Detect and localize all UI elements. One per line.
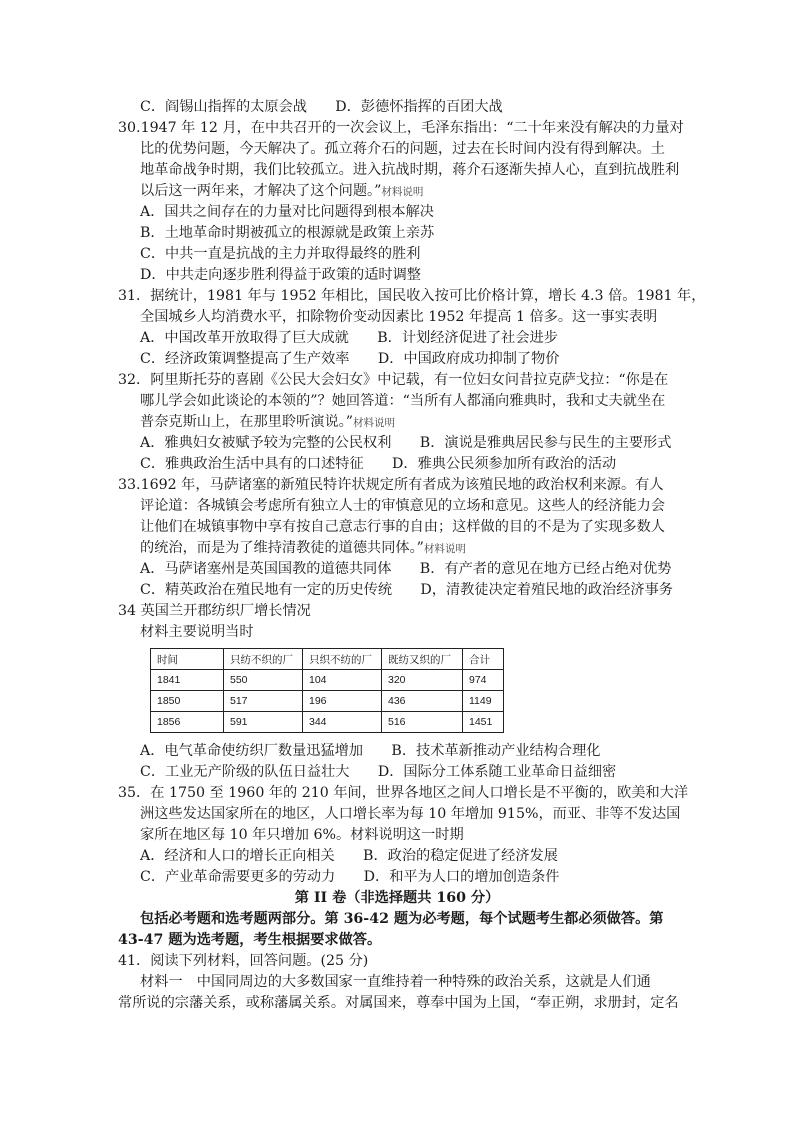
- table-cell: 196: [303, 691, 382, 712]
- q32-stem: 哪儿学会如此谈论的本领的”？她回答道：“当所有人都涌向雅典时，我和丈夫就坐在: [140, 393, 666, 409]
- table-row: [151, 712, 504, 733]
- q32-stem: 普奈克斯山上，在那里聆听演说。”材料说明: [140, 414, 395, 430]
- q35-stem: 洲这些发达国家所在的地区，人口增长率为每 10 年增加 915%，而亚、非等不发达国: [140, 806, 681, 822]
- table-cell: 516: [382, 712, 463, 733]
- q31-stem: 全国城乡人均消费水平，扣除物价变动因素比 1952 年提高 1 倍多。这一事实表明: [140, 309, 658, 325]
- table-cell: 517: [224, 691, 303, 712]
- table-cell: 1451: [463, 712, 504, 733]
- q30-stem: 比的优势问题，今天解决了。孤立蒋介石的问题，过去在长时间内没有得到解决。土: [140, 141, 665, 157]
- q30-stem: 以后这一两年来，才解决了这个问题。”材料说明: [140, 183, 424, 199]
- table-cell: 1856: [151, 712, 224, 733]
- q34-options-cd: C．工业无产阶级的队伍日益壮大 D．国际分工体系随工业革命日益细密: [140, 764, 617, 780]
- q33-note: 材料说明: [423, 543, 466, 555]
- table-header-row: [151, 649, 504, 670]
- q35-stem: 家所在地区每 10 年只增加 6%。材料说明这一时期: [140, 827, 464, 843]
- q30-option-d: D．中共走向逐步胜利得益于政策的适时调整: [140, 267, 421, 283]
- q31-options-ab: A．中国改革开放取得了巨大成就 B．计划经济促进了社会进步: [140, 330, 558, 346]
- q33-stem: 的统治，而是为了维持清教徒的道德共同体。”材料说明: [140, 540, 466, 556]
- table-header: 合计: [463, 649, 504, 670]
- q33-options-cd: C．精英政治在殖民地有一定的历史传统 D，清教徒决定着殖民地的政治经济事务: [140, 582, 673, 598]
- q34-stem: 34 英国兰开郡纺织厂增长情况: [118, 603, 311, 619]
- q35-options-ab: A．经济和人口的增长正向相关 B．政治的稳定促进了经济发展: [140, 848, 558, 864]
- q33-stem: 33.1692 年，马萨诸塞的新殖民特许状规定所有者成为该殖民地的政治权利来源。有人: [118, 477, 664, 493]
- q31-stem: 31．据统计，1981 年与 1952 年相比，国民收入按可比价格计算，增长 4.3 倍。1981 年，: [118, 288, 706, 304]
- table-header: 只纺不织的厂: [224, 649, 303, 670]
- table-cell: 344: [303, 712, 382, 733]
- table-header: 既纺又织的厂: [382, 649, 463, 670]
- q33-options-ab: A．马萨诸塞州是英国国教的道德共同体 B．有产者的意见在地方已经占绝对优势: [140, 561, 672, 577]
- table-row: [151, 670, 504, 691]
- q33-stem: 评论道：各城镇会考虑所有独立人士的审慎意见的立场和意见。这些人的经济能力会: [140, 498, 665, 514]
- q30-stem: 地革命战争时期，我们比较孤立。进入抗战时期，蒋介石逐渐失掉人心，直到抗战胜利: [140, 162, 680, 178]
- table-cell: 591: [224, 712, 303, 733]
- table-header: 只织不纺的厂: [303, 649, 382, 670]
- table-cell: 104: [303, 670, 382, 691]
- section-title: 第 II 卷（非选择题共 160 分）: [294, 890, 500, 906]
- q32-note: 材料说明: [352, 417, 395, 429]
- q41-material: 常所说的宗藩关系，或称藩属关系。对属国来，尊奉中国为上国，“奉正朔，求册封，定名: [118, 995, 679, 1011]
- table-cell: 1841: [151, 670, 224, 691]
- q30-stem: 30.1947 年 12 月，在中共召开的一次会议上，毛泽东指出：“二十年来没有解决的力量对: [118, 120, 684, 136]
- q41-stem: 41．阅读下列材料，回答问题。(25 分): [118, 953, 369, 969]
- q30-option-b: B．土地革命时期被孤立的根源就是政策上亲苏: [140, 225, 435, 241]
- q30-note: 材料说明: [381, 186, 424, 198]
- table-cell: 320: [382, 670, 463, 691]
- lancashire-mills-table: [150, 648, 504, 733]
- table-header: 时间: [151, 649, 224, 670]
- q29-options-cd: C．阎锡山指挥的太原会战 D．彭德怀指挥的百团大战: [140, 99, 503, 115]
- q32-options-ab: A．雅典妇女被赋予较为完整的公民权利 B．演说是雅典居民参与民生的主要形式: [140, 435, 672, 451]
- table-cell: 550: [224, 670, 303, 691]
- q32-stem: 32．阿里斯托芬的喜剧《公民大会妇女》中记载，有一位妇女问昔拉克萨戈拉：“你是在: [118, 372, 669, 388]
- section-instructions: 43-47 题为选考题，考生根据要求做答。: [118, 932, 382, 948]
- q31-options-cd: C．经济政策调整提高了生产效率 D．中国政府成功抑制了物价: [140, 351, 560, 367]
- q33-stem: 让他们在城镇事物中享有按自己意志行事的自由；这样做的目的不是为了实现多数人: [140, 519, 665, 535]
- table-cell: 1850: [151, 691, 224, 712]
- table-cell: 436: [382, 691, 463, 712]
- table-row: [151, 691, 504, 712]
- q34-options-ab: A．电气革命使纺织厂数量迅猛增加 B．技术革新推动产业结构合理化: [140, 743, 601, 759]
- section-instructions: 包括必考题和选考题两部分。第 36-42 题为必考题，每个试题考生都必须做答。第: [140, 911, 664, 927]
- q34-stem: 材料主要说明当时: [140, 624, 254, 640]
- table-cell: 974: [463, 670, 504, 691]
- q35-stem: 35．在 1750 至 1960 年的 210 年间，世界各地区之间人口增长是不平衡的，欧美和大洋: [118, 785, 689, 801]
- q35-options-cd: C．产业革命需要更多的劳动力 D．和平为人口的增加创造条件: [140, 869, 560, 885]
- q32-options-cd: C．雅典政治生活中具有的口述特征 D．雅典公民须参加所有政治的活动: [140, 456, 617, 472]
- q30-option-a: A．国共之间存在的力量对比问题得到根本解决: [140, 204, 434, 220]
- q30-option-c: C．中共一直是抗战的主力并取得最终的胜利: [140, 246, 421, 262]
- table-cell: 1149: [463, 691, 504, 712]
- q41-material: 材料一 中国同周边的大多数国家一直维持着一种特殊的政治关系，这就是人们通: [140, 974, 651, 990]
